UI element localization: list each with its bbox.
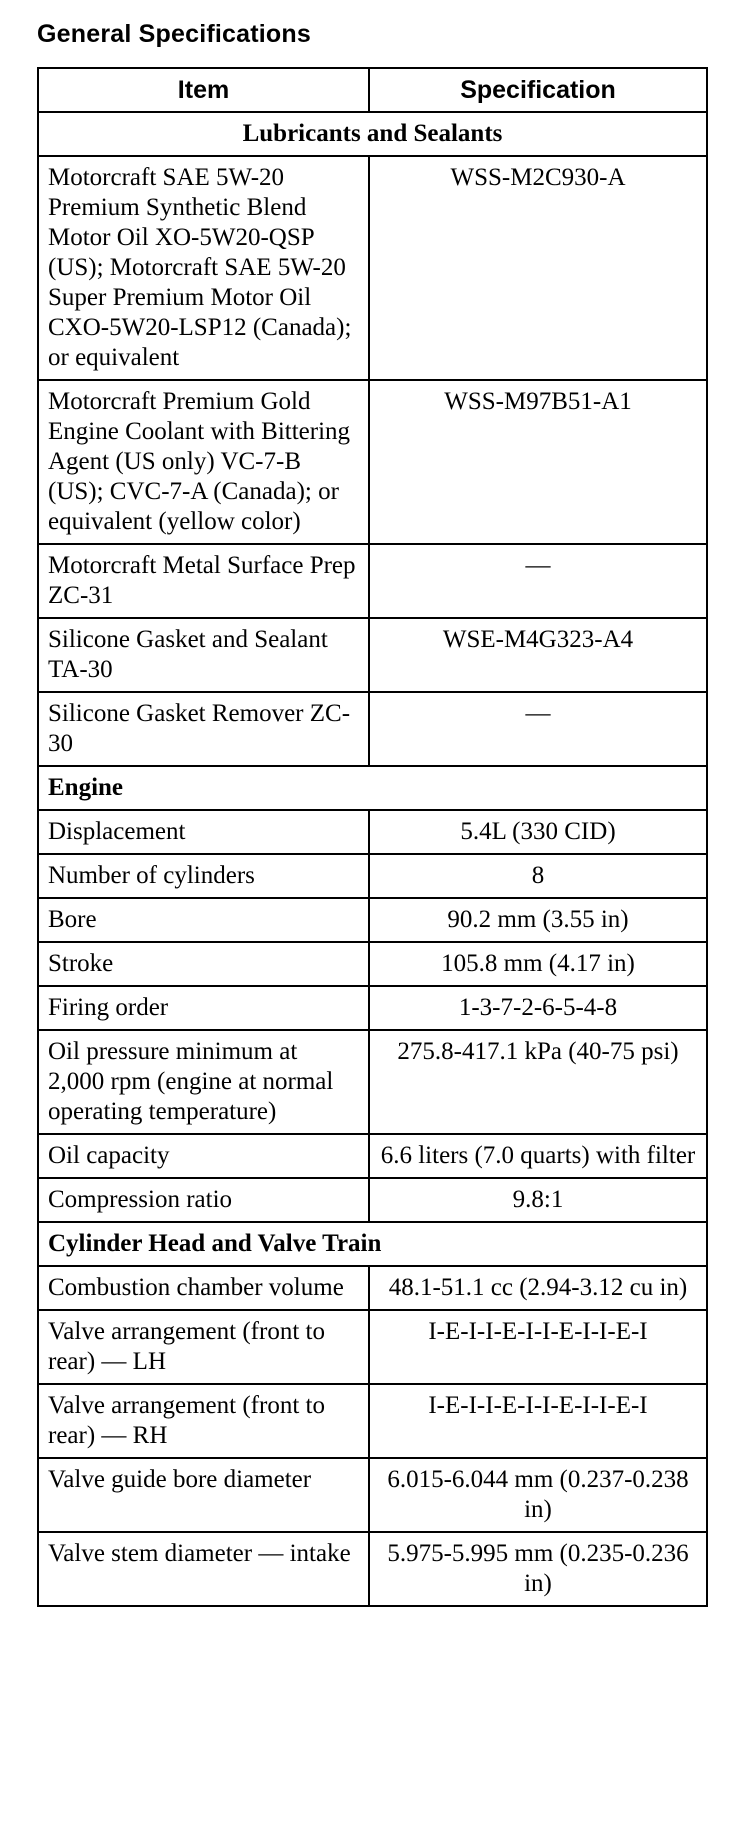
item-cell: Silicone Gasket Remover ZC-30	[38, 692, 369, 766]
section-heading: Engine	[38, 766, 707, 810]
table-row	[38, 692, 707, 766]
table-row	[38, 942, 707, 986]
specification-cell: 275.8-417.1 kPa (40-75 psi)	[369, 1030, 707, 1134]
specification-cell: 9.8:1	[369, 1178, 707, 1222]
table-row	[38, 1266, 707, 1310]
section-heading: Lubricants and Sealants	[38, 112, 707, 156]
specification-cell: WSS-M97B51-A1	[369, 380, 707, 544]
item-cell: Displacement	[38, 810, 369, 854]
column-header-specification: Specification	[369, 68, 707, 112]
table-row	[38, 810, 707, 854]
section-row	[38, 112, 707, 156]
item-cell: Motorcraft SAE 5W-20 Premium Synthetic Blend Motor Oil XO-5W20-QSP (US); Motorcraft SAE 5W-20 Super Premium Motor Oil CXO-5W20-LSP12 (Canada); or equivalent	[38, 156, 369, 380]
specification-cell: WSS-M2C930-A	[369, 156, 707, 380]
item-cell: Motorcraft Premium Gold Engine Coolant with Bittering Agent (US only) VC-7-B (US); CVC-7-A (Canada); or equivalent (yellow color)	[38, 380, 369, 544]
table-row	[38, 986, 707, 1030]
specification-cell: I-E-I-I-E-I-I-E-I-I-E-I	[369, 1310, 707, 1384]
item-cell: Oil pressure minimum at 2,000 rpm (engine at normal operating temperature)	[38, 1030, 369, 1134]
table-row	[38, 156, 707, 380]
item-cell: Compression ratio	[38, 1178, 369, 1222]
section-row	[38, 766, 707, 810]
specification-cell: I-E-I-I-E-I-I-E-I-I-E-I	[369, 1384, 707, 1458]
section-row	[38, 1222, 707, 1266]
specifications-table	[37, 67, 708, 1607]
item-cell: Valve stem diameter — intake	[38, 1532, 369, 1606]
header-row	[38, 68, 707, 112]
specification-cell: 6.6 liters (7.0 quarts) with filter	[369, 1134, 707, 1178]
specification-cell: 48.1-51.1 cc (2.94-3.12 cu in)	[369, 1266, 707, 1310]
table-row	[38, 1458, 707, 1532]
item-cell: Number of cylinders	[38, 854, 369, 898]
specification-cell: 6.015-6.044 mm (0.237-0.238 in)	[369, 1458, 707, 1532]
specification-cell: 8	[369, 854, 707, 898]
specification-cell: 105.8 mm (4.17 in)	[369, 942, 707, 986]
table-row	[38, 1310, 707, 1384]
table-row	[38, 898, 707, 942]
item-cell: Valve guide bore diameter	[38, 1458, 369, 1532]
section-heading: Cylinder Head and Valve Train	[38, 1222, 707, 1266]
item-cell: Oil capacity	[38, 1134, 369, 1178]
item-cell: Firing order	[38, 986, 369, 1030]
table-row	[38, 618, 707, 692]
item-cell: Combustion chamber volume	[38, 1266, 369, 1310]
specification-cell: —	[369, 692, 707, 766]
table-row	[38, 1384, 707, 1458]
specification-cell: 5.975-5.995 mm (0.235-0.236 in)	[369, 1532, 707, 1606]
table-body	[38, 112, 707, 1606]
specification-cell: 5.4L (330 CID)	[369, 810, 707, 854]
page-title: General Specifications	[37, 20, 311, 48]
item-cell: Stroke	[38, 942, 369, 986]
specification-cell: —	[369, 544, 707, 618]
table-row	[38, 1532, 707, 1606]
table-row	[38, 1178, 707, 1222]
specification-cell: 1-3-7-2-6-5-4-8	[369, 986, 707, 1030]
column-header-item: Item	[38, 68, 369, 112]
table-row	[38, 854, 707, 898]
item-cell: Bore	[38, 898, 369, 942]
table-row	[38, 380, 707, 544]
table-row	[38, 1134, 707, 1178]
specification-cell: 90.2 mm (3.55 in)	[369, 898, 707, 942]
table-row	[38, 544, 707, 618]
item-cell: Motorcraft Metal Surface Prep ZC-31	[38, 544, 369, 618]
table-row	[38, 1030, 707, 1134]
item-cell: Silicone Gasket and Sealant TA-30	[38, 618, 369, 692]
item-cell: Valve arrangement (front to rear) — LH	[38, 1310, 369, 1384]
item-cell: Valve arrangement (front to rear) — RH	[38, 1384, 369, 1458]
specification-cell: WSE-M4G323-A4	[369, 618, 707, 692]
